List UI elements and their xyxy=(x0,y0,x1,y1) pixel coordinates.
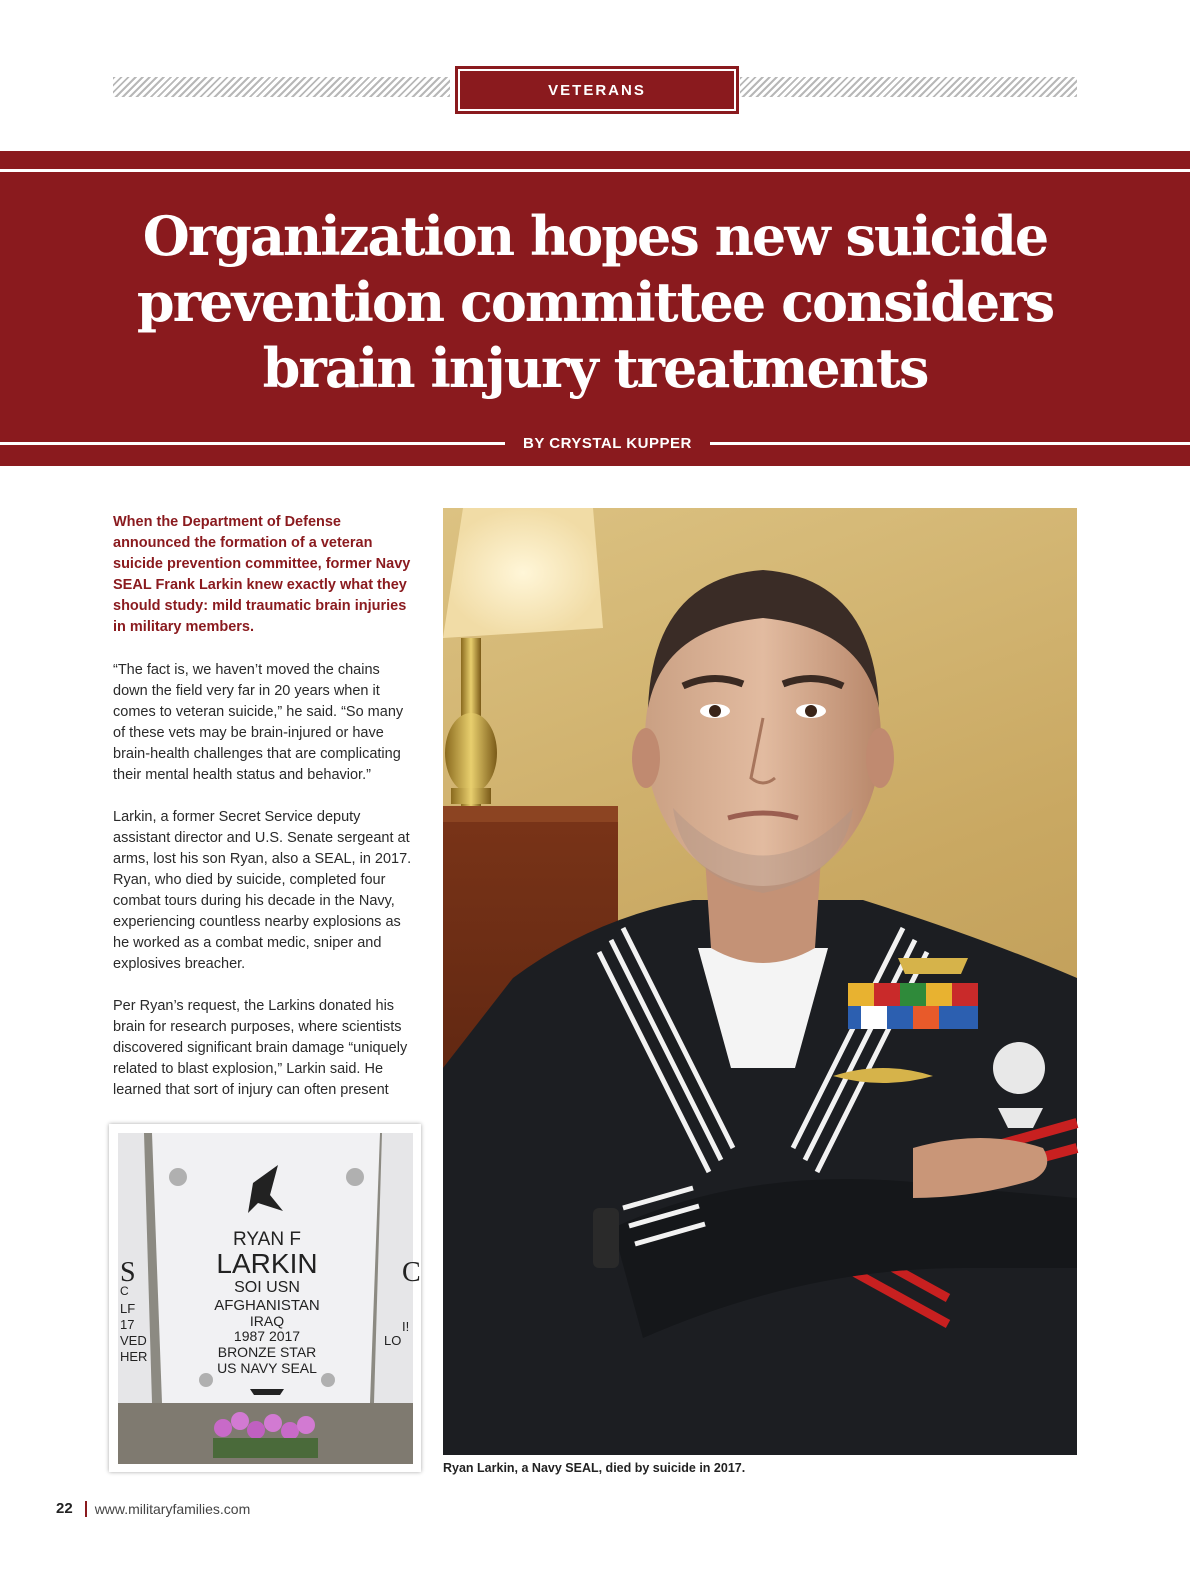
body-paragraph: Larkin, a former Secret Service deputy assistant director and U.S. Senate sergeant at arms, lost his son Ryan, also a SEAL, in 2017. Ryan, who died by suicide, completed four combat tours during his decade in the Navy, experiencing countless nearby explosions as he worked as a combat medic, sniper and explosives breacher. xyxy=(113,809,412,972)
footer-website[interactable]: www.militaryfamilies.com xyxy=(94,1500,251,1517)
footer-divider xyxy=(85,1501,87,1517)
page-footer xyxy=(56,1500,250,1517)
byline-rule-left xyxy=(0,442,505,445)
right-stone-letter: LO xyxy=(384,1333,402,1348)
headstone-illustration xyxy=(118,1133,421,1464)
headstone-line: IRAQ xyxy=(249,1313,285,1329)
headstone-photo xyxy=(109,1124,421,1472)
page-number: 22 xyxy=(56,1500,73,1517)
right-stone-letter: C xyxy=(402,1257,421,1288)
body-paragraph: “The fact is, we haven’t moved the chains down the field very far in 20 years when it comes to veteran suicide,” he said. “So many of these vets may be brain-injured or have brain-health challenges that are complicating their mental health status and behavior.” xyxy=(113,662,404,783)
left-stone-letter: VED xyxy=(120,1333,147,1348)
article-headline: Organization hopes new suicide prevention committee considers brain injury treatments xyxy=(136,204,1054,400)
portrait-photo xyxy=(443,508,1077,1455)
headstone-line: AFGHANISTAN xyxy=(214,1297,320,1314)
left-stone-letter: S xyxy=(120,1257,136,1288)
byline-rule-right xyxy=(710,442,1190,445)
headstone-line: US NAVY SEAL xyxy=(217,1360,317,1376)
hatch-rule-right xyxy=(740,77,1077,97)
headstone-photo-inner xyxy=(118,1133,421,1464)
headstone-line: BRONZE STAR xyxy=(217,1344,317,1360)
byline-row xyxy=(0,431,1190,455)
body-column xyxy=(113,660,418,1122)
lead-paragraph: When the Department of Defense announced the formation of a veteran suicide prevention committee, former Navy SEAL Frank Larkin knew exactly what they should study: mild traumatic brain injuries in military members. xyxy=(113,514,411,635)
body-paragraph: Per Ryan’s request, the Larkins donated his brain for research purposes, where scientists discovered significant brain damage “uniquely related to blast explosion,” Larkin said. He learned that sort of injury can often present xyxy=(113,998,408,1098)
left-stone-letter: LF xyxy=(120,1301,136,1316)
banner-top-rule xyxy=(0,169,1190,172)
headstone-line: SOI USN xyxy=(234,1279,300,1296)
trident-emblem-icon xyxy=(250,1389,284,1395)
left-stone-letter: C xyxy=(120,1284,129,1298)
headline-banner xyxy=(0,151,1190,466)
headstone-line: RYAN F xyxy=(233,1229,301,1250)
right-stone-letter: I! xyxy=(402,1319,410,1334)
portrait-illustration xyxy=(443,508,1077,1455)
headstone-line: LARKIN xyxy=(216,1248,318,1279)
photo-caption: Ryan Larkin, a Navy SEAL, died by suicide in 2017. xyxy=(443,1461,746,1475)
left-stone-letter: 17 xyxy=(120,1317,135,1332)
left-stone-letter: HER xyxy=(120,1349,148,1364)
section-tag xyxy=(455,66,739,114)
headstone-line: 1987 2017 xyxy=(233,1328,301,1344)
section-tag-label: VETERANS xyxy=(548,81,646,99)
hatch-rule-left xyxy=(113,77,450,97)
byline: BY CRYSTAL KUPPER xyxy=(523,434,692,452)
